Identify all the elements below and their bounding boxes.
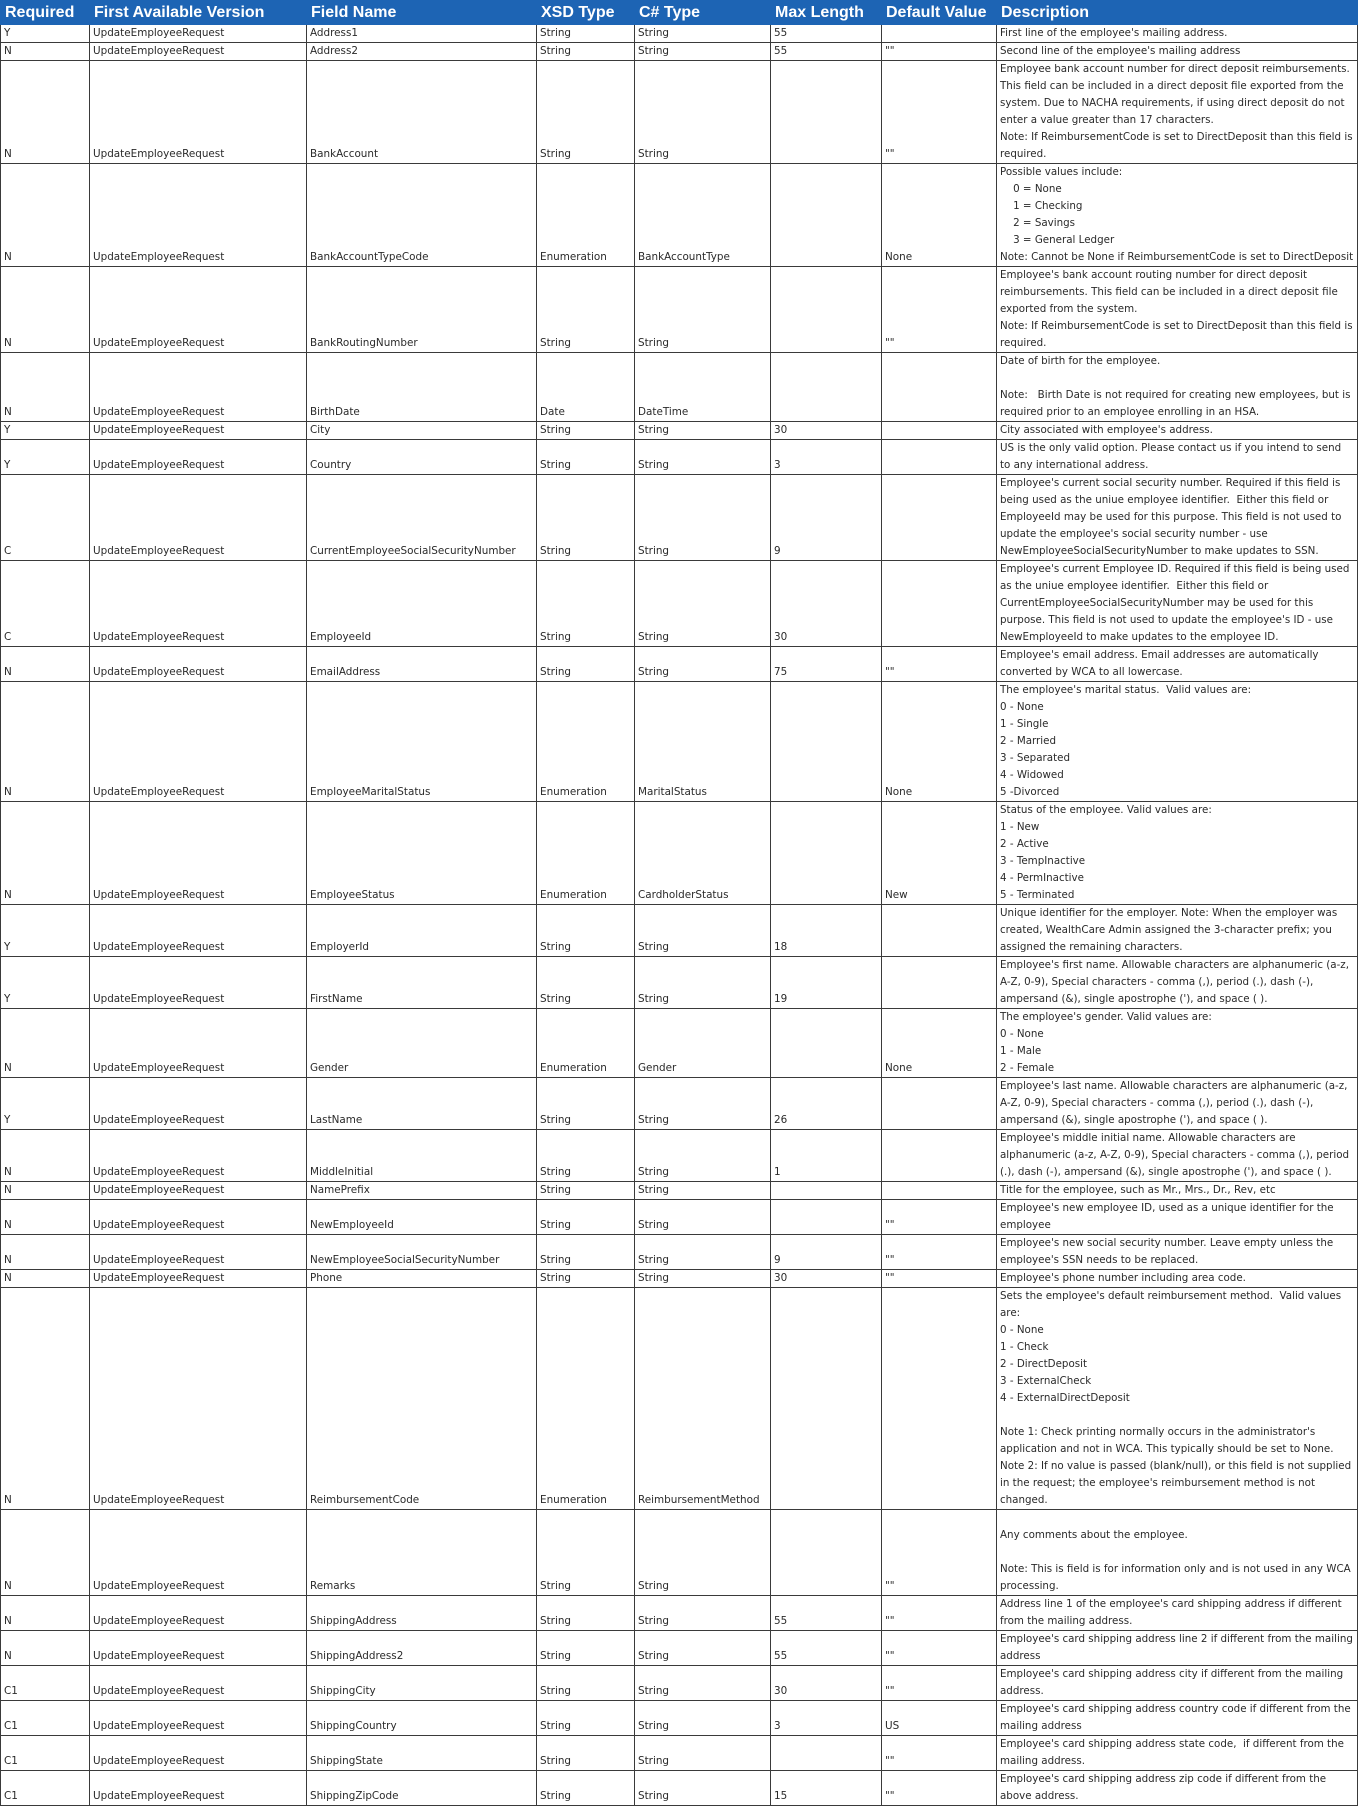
cell-default-value xyxy=(882,353,997,422)
cell-required: C xyxy=(1,561,90,647)
cell-first-available-version: UpdateEmployeeRequest xyxy=(90,353,307,422)
cell-max-length: 55 xyxy=(771,25,882,43)
cell-max-length: 15 xyxy=(771,1771,882,1806)
table-row xyxy=(1,957,1358,1009)
cell-description: Employee's card shipping address line 2 if different from the mailing address xyxy=(997,1631,1358,1666)
cell-description: Employee's card shipping address city if different from the mailing address. xyxy=(997,1666,1358,1701)
cell-field-name: NamePrefix xyxy=(307,1182,537,1200)
cell-default-value: None xyxy=(882,164,997,267)
cell-xsd-type: String xyxy=(537,1771,635,1806)
table-row xyxy=(1,1288,1358,1510)
table-row xyxy=(1,267,1358,353)
cell-description: Employee's new social security number. Leave empty unless the employee's SSN needs to be replaced. xyxy=(997,1235,1358,1270)
cell-required: N xyxy=(1,353,90,422)
cell-default-value xyxy=(882,1130,997,1182)
cell-required: C1 xyxy=(1,1736,90,1771)
cell-required: C1 xyxy=(1,1666,90,1701)
cell-field-name: Address2 xyxy=(307,43,537,61)
cell-description: Second line of the employee's mailing address xyxy=(997,43,1358,61)
header-field-name: Field Name xyxy=(307,1,537,25)
cell-csharp-type: String xyxy=(635,1701,771,1736)
cell-description: Employee's phone number including area code. xyxy=(997,1270,1358,1288)
cell-description: Employee's new employee ID, used as a unique identifier for the employee xyxy=(997,1200,1358,1235)
cell-xsd-type: String xyxy=(537,1666,635,1701)
cell-xsd-type: String xyxy=(537,1078,635,1130)
cell-description: The employee's gender. Valid values are: 0 - None 1 - Male 2 - Female xyxy=(997,1009,1358,1078)
cell-xsd-type: String xyxy=(537,1270,635,1288)
cell-first-available-version: UpdateEmployeeRequest xyxy=(90,1078,307,1130)
cell-field-name: ShippingCountry xyxy=(307,1701,537,1736)
table-header xyxy=(1,1,1358,25)
cell-max-length xyxy=(771,1510,882,1596)
cell-default-value: "" xyxy=(882,61,997,164)
cell-first-available-version: UpdateEmployeeRequest xyxy=(90,1288,307,1510)
table-row xyxy=(1,422,1358,440)
cell-xsd-type: String xyxy=(537,1200,635,1235)
table-row xyxy=(1,647,1358,682)
cell-first-available-version: UpdateEmployeeRequest xyxy=(90,1771,307,1806)
cell-csharp-type: String xyxy=(635,1631,771,1666)
cell-csharp-type: String xyxy=(635,1771,771,1806)
cell-required: N xyxy=(1,1130,90,1182)
cell-csharp-type: String xyxy=(635,1270,771,1288)
cell-max-length xyxy=(771,802,882,905)
cell-description: Title for the employee, such as Mr., Mrs., Dr., Rev, etc xyxy=(997,1182,1358,1200)
cell-description: Address line 1 of the employee's card shipping address if different from the mailing address. xyxy=(997,1596,1358,1631)
table-row xyxy=(1,1009,1358,1078)
cell-first-available-version: UpdateEmployeeRequest xyxy=(90,267,307,353)
cell-csharp-type: String xyxy=(635,43,771,61)
cell-description: Employee's current Employee ID. Required if this field is being used as the uniue employee identifier. Either this field or CurrentEmployeeSocialSecurityNumber may be used for this purpose. This field is not used to update the employee's ID - use NewEmployeeId to make updates to the employee ID. xyxy=(997,561,1358,647)
cell-xsd-type: String xyxy=(537,1701,635,1736)
cell-xsd-type: String xyxy=(537,267,635,353)
cell-max-length: 75 xyxy=(771,647,882,682)
cell-default-value: "" xyxy=(882,267,997,353)
cell-description: Employee's current social security number. Required if this field is being used as the uniue employee identifier. Either this field or EmployeeId may be used for this purpose. This field is not used to update the employee's social security number - use NewEmployeeSocialSecurityNumber to make updates to SSN. xyxy=(997,475,1358,561)
cell-required: N xyxy=(1,1596,90,1631)
cell-field-name: EmailAddress xyxy=(307,647,537,682)
cell-first-available-version: UpdateEmployeeRequest xyxy=(90,61,307,164)
cell-xsd-type: String xyxy=(537,1736,635,1771)
cell-first-available-version: UpdateEmployeeRequest xyxy=(90,1270,307,1288)
table-row xyxy=(1,1270,1358,1288)
cell-default-value xyxy=(882,905,997,957)
cell-max-length: 9 xyxy=(771,1235,882,1270)
cell-xsd-type: String xyxy=(537,1510,635,1596)
cell-field-name: ShippingState xyxy=(307,1736,537,1771)
table-row xyxy=(1,61,1358,164)
cell-xsd-type: String xyxy=(537,905,635,957)
cell-required: Y xyxy=(1,957,90,1009)
cell-csharp-type: String xyxy=(635,422,771,440)
table-row xyxy=(1,561,1358,647)
header-max-length: Max Length xyxy=(771,1,882,25)
table-row xyxy=(1,1510,1358,1596)
cell-csharp-type: String xyxy=(635,1666,771,1701)
cell-description: The employee's marital status. Valid values are: 0 - None 1 - Single 2 - Married 3 - Separated 4 - Widowed 5 -Divorced xyxy=(997,682,1358,802)
cell-xsd-type: String xyxy=(537,1182,635,1200)
cell-description: First line of the employee's mailing address. xyxy=(997,25,1358,43)
cell-xsd-type: Enumeration xyxy=(537,164,635,267)
header-required: Required xyxy=(1,1,90,25)
cell-field-name: MiddleInitial xyxy=(307,1130,537,1182)
cell-field-name: CurrentEmployeeSocialSecurityNumber xyxy=(307,475,537,561)
cell-default-value: "" xyxy=(882,1631,997,1666)
cell-description: Employee bank account number for direct deposit reimbursements. This field can be included in a direct deposit file exported from the system. Due to NACHA requirements, if using direct deposit do not enter a value greater than 17 characters. Note: If ReimbursementCode is set to DirectDeposit than this field is required. xyxy=(997,61,1358,164)
cell-max-length xyxy=(771,61,882,164)
cell-description: Employee's card shipping address state code, if different from the mailing address. xyxy=(997,1736,1358,1771)
cell-xsd-type: String xyxy=(537,1235,635,1270)
cell-field-name: Country xyxy=(307,440,537,475)
table-row xyxy=(1,905,1358,957)
cell-first-available-version: UpdateEmployeeRequest xyxy=(90,682,307,802)
table-row xyxy=(1,1701,1358,1736)
table-row xyxy=(1,475,1358,561)
cell-first-available-version: UpdateEmployeeRequest xyxy=(90,1736,307,1771)
cell-field-name: ShippingAddress2 xyxy=(307,1631,537,1666)
cell-xsd-type: String xyxy=(537,1631,635,1666)
cell-max-length xyxy=(771,1009,882,1078)
cell-first-available-version: UpdateEmployeeRequest xyxy=(90,1235,307,1270)
cell-description: Employee's email address. Email addresses are automatically converted by WCA to all lowercase. xyxy=(997,647,1358,682)
cell-max-length: 3 xyxy=(771,440,882,475)
table-row xyxy=(1,1182,1358,1200)
cell-first-available-version: UpdateEmployeeRequest xyxy=(90,802,307,905)
cell-max-length xyxy=(771,1200,882,1235)
cell-csharp-type: String xyxy=(635,1235,771,1270)
cell-description: Employee's card shipping address country code if different from the mailing address xyxy=(997,1701,1358,1736)
cell-xsd-type: Enumeration xyxy=(537,682,635,802)
cell-max-length: 55 xyxy=(771,1596,882,1631)
cell-required: Y xyxy=(1,1078,90,1130)
cell-first-available-version: UpdateEmployeeRequest xyxy=(90,905,307,957)
cell-csharp-type: DateTime xyxy=(635,353,771,422)
cell-default-value: "" xyxy=(882,1666,997,1701)
cell-field-name: EmployeeId xyxy=(307,561,537,647)
cell-first-available-version: UpdateEmployeeRequest xyxy=(90,561,307,647)
cell-max-length: 55 xyxy=(771,1631,882,1666)
cell-first-available-version: UpdateEmployeeRequest xyxy=(90,1200,307,1235)
cell-required: C xyxy=(1,475,90,561)
cell-max-length xyxy=(771,353,882,422)
cell-default-value xyxy=(882,957,997,1009)
table-row xyxy=(1,353,1358,422)
cell-max-length xyxy=(771,267,882,353)
table-row xyxy=(1,1235,1358,1270)
cell-csharp-type: BankAccountType xyxy=(635,164,771,267)
cell-xsd-type: String xyxy=(537,1596,635,1631)
cell-field-name: Address1 xyxy=(307,25,537,43)
cell-required: Y xyxy=(1,440,90,475)
cell-max-length: 30 xyxy=(771,561,882,647)
cell-xsd-type: Enumeration xyxy=(537,802,635,905)
cell-field-name: EmployerId xyxy=(307,905,537,957)
cell-max-length: 30 xyxy=(771,1270,882,1288)
cell-required: N xyxy=(1,1009,90,1078)
cell-csharp-type: String xyxy=(635,1510,771,1596)
cell-xsd-type: String xyxy=(537,440,635,475)
cell-default-value: "" xyxy=(882,647,997,682)
cell-csharp-type: String xyxy=(635,1078,771,1130)
cell-max-length xyxy=(771,1736,882,1771)
cell-max-length: 55 xyxy=(771,43,882,61)
cell-required: N xyxy=(1,1288,90,1510)
cell-default-value xyxy=(882,561,997,647)
cell-required: N xyxy=(1,647,90,682)
cell-description: Employee's last name. Allowable characters are alphanumeric (a-z, A-Z, 0-9), Special characters - comma (,), period (.), dash (-), ampersand (&), single apostrophe ('), and space ( ). xyxy=(997,1078,1358,1130)
table-row xyxy=(1,1130,1358,1182)
cell-required: N xyxy=(1,164,90,267)
cell-max-length: 9 xyxy=(771,475,882,561)
cell-first-available-version: UpdateEmployeeRequest xyxy=(90,1130,307,1182)
cell-default-value xyxy=(882,422,997,440)
cell-max-length: 30 xyxy=(771,1666,882,1701)
cell-first-available-version: UpdateEmployeeRequest xyxy=(90,1596,307,1631)
table-row xyxy=(1,1771,1358,1806)
header-default-value: Default Value xyxy=(882,1,997,25)
cell-first-available-version: UpdateEmployeeRequest xyxy=(90,1009,307,1078)
table-row xyxy=(1,25,1358,43)
cell-required: N xyxy=(1,267,90,353)
cell-csharp-type: String xyxy=(635,905,771,957)
cell-first-available-version: UpdateEmployeeRequest xyxy=(90,1182,307,1200)
cell-xsd-type: String xyxy=(537,25,635,43)
cell-csharp-type: String xyxy=(635,1130,771,1182)
cell-description: Unique identifier for the employer. Note: When the employer was created, WealthCare Admin assigned the 3-character prefix; you assigned the remaining characters. xyxy=(997,905,1358,957)
cell-field-name: BankAccountTypeCode xyxy=(307,164,537,267)
table-row xyxy=(1,1631,1358,1666)
cell-field-name: Remarks xyxy=(307,1510,537,1596)
table-row xyxy=(1,1078,1358,1130)
cell-csharp-type: CardholderStatus xyxy=(635,802,771,905)
cell-csharp-type: String xyxy=(635,61,771,164)
cell-default-value: "" xyxy=(882,1270,997,1288)
cell-first-available-version: UpdateEmployeeRequest xyxy=(90,957,307,1009)
cell-field-name: BankAccount xyxy=(307,61,537,164)
cell-csharp-type: ReimbursementMethod xyxy=(635,1288,771,1510)
cell-description: Employee's middle initial name. Allowable characters are alphanumeric (a-z, A-Z, 0-9), Special characters - comma (,), period (.), dash (-), ampersand (&), single apostrophe ('), and space ( ). xyxy=(997,1130,1358,1182)
cell-csharp-type: String xyxy=(635,267,771,353)
cell-description: Employee's card shipping address zip code if different from the above address. xyxy=(997,1771,1358,1806)
cell-csharp-type: Gender xyxy=(635,1009,771,1078)
cell-default-value xyxy=(882,440,997,475)
cell-default-value xyxy=(882,25,997,43)
cell-csharp-type: String xyxy=(635,561,771,647)
cell-xsd-type: String xyxy=(537,43,635,61)
cell-csharp-type: String xyxy=(635,440,771,475)
cell-field-name: ShippingCity xyxy=(307,1666,537,1701)
cell-default-value: "" xyxy=(882,1736,997,1771)
table-row xyxy=(1,1666,1358,1701)
cell-required: N xyxy=(1,1182,90,1200)
cell-first-available-version: UpdateEmployeeRequest xyxy=(90,164,307,267)
cell-xsd-type: String xyxy=(537,475,635,561)
cell-description: Sets the employee's default reimbursement method. Valid values are: 0 - None 1 - Check 2 - DirectDeposit 3 - ExternalCheck 4 - ExternalDirectDeposit Note 1: Check printing normally occurs in the administrator's application and not in WCA. This typically should be set to None. Note 2: If no value is passed (blank/null), or this field is not supplied in the request; the employee's reimbursement method is not changed. xyxy=(997,1288,1358,1510)
cell-max-length xyxy=(771,1182,882,1200)
cell-first-available-version: UpdateEmployeeRequest xyxy=(90,1666,307,1701)
table-row xyxy=(1,164,1358,267)
cell-csharp-type: MaritalStatus xyxy=(635,682,771,802)
cell-required: N xyxy=(1,1270,90,1288)
cell-default-value xyxy=(882,475,997,561)
cell-required: N xyxy=(1,1510,90,1596)
table-row xyxy=(1,1200,1358,1235)
header-row xyxy=(1,1,1358,25)
cell-required: N xyxy=(1,1235,90,1270)
cell-first-available-version: UpdateEmployeeRequest xyxy=(90,647,307,682)
cell-description: Date of birth for the employee. Note: Birth Date is not required for creating new employees, but is required prior to an employee enrolling in an HSA. xyxy=(997,353,1358,422)
cell-csharp-type: String xyxy=(635,25,771,43)
cell-default-value xyxy=(882,1288,997,1510)
cell-default-value: "" xyxy=(882,43,997,61)
cell-default-value: "" xyxy=(882,1510,997,1596)
header-description: Description xyxy=(997,1,1358,25)
cell-description: US is the only valid option. Please contact us if you intend to send to any international address. xyxy=(997,440,1358,475)
cell-default-value: US xyxy=(882,1701,997,1736)
cell-xsd-type: String xyxy=(537,1130,635,1182)
cell-first-available-version: UpdateEmployeeRequest xyxy=(90,1701,307,1736)
cell-field-name: City xyxy=(307,422,537,440)
cell-description: Status of the employee. Valid values are: 1 - New 2 - Active 3 - TempInactive 4 - PermInactive 5 - Terminated xyxy=(997,802,1358,905)
cell-xsd-type: Enumeration xyxy=(537,1009,635,1078)
table-body xyxy=(1,25,1358,1806)
cell-field-name: NewEmployeeId xyxy=(307,1200,537,1235)
cell-description: Any comments about the employee. Note: This is field is for information only and is not used in any WCA processing. xyxy=(997,1510,1358,1596)
cell-xsd-type: String xyxy=(537,561,635,647)
cell-required: Y xyxy=(1,422,90,440)
cell-required: Y xyxy=(1,25,90,43)
cell-default-value: New xyxy=(882,802,997,905)
cell-required: N xyxy=(1,682,90,802)
cell-field-name: BankRoutingNumber xyxy=(307,267,537,353)
header-xsd-type: XSD Type xyxy=(537,1,635,25)
cell-default-value: None xyxy=(882,682,997,802)
cell-field-name: ShippingAddress xyxy=(307,1596,537,1631)
cell-description: Possible values include: 0 = None 1 = Checking 2 = Savings 3 = General Ledger Note: Cannot be None if ReimbursementCode is set to DirectDeposit xyxy=(997,164,1358,267)
cell-xsd-type: Date xyxy=(537,353,635,422)
cell-csharp-type: String xyxy=(635,1596,771,1631)
cell-csharp-type: String xyxy=(635,1736,771,1771)
cell-max-length xyxy=(771,164,882,267)
cell-default-value: "" xyxy=(882,1771,997,1806)
table-row xyxy=(1,802,1358,905)
cell-xsd-type: String xyxy=(537,647,635,682)
cell-first-available-version: UpdateEmployeeRequest xyxy=(90,440,307,475)
cell-field-name: LastName xyxy=(307,1078,537,1130)
cell-xsd-type: Enumeration xyxy=(537,1288,635,1510)
cell-max-length: 3 xyxy=(771,1701,882,1736)
cell-csharp-type: String xyxy=(635,475,771,561)
cell-xsd-type: String xyxy=(537,957,635,1009)
cell-field-name: FirstName xyxy=(307,957,537,1009)
cell-field-name: Phone xyxy=(307,1270,537,1288)
cell-description: Employee's first name. Allowable characters are alphanumeric (a-z, A-Z, 0-9), Special characters - comma (,), period (.), dash (-), ampersand (&), single apostrophe ('), and space ( ). xyxy=(997,957,1358,1009)
table-row xyxy=(1,43,1358,61)
cell-default-value: "" xyxy=(882,1235,997,1270)
cell-default-value: "" xyxy=(882,1200,997,1235)
cell-field-name: ShippingZipCode xyxy=(307,1771,537,1806)
cell-max-length: 18 xyxy=(771,905,882,957)
cell-default-value: None xyxy=(882,1009,997,1078)
cell-default-value: "" xyxy=(882,1596,997,1631)
cell-xsd-type: String xyxy=(537,422,635,440)
cell-required: Y xyxy=(1,905,90,957)
cell-max-length: 1 xyxy=(771,1130,882,1182)
cell-field-name: Gender xyxy=(307,1009,537,1078)
cell-csharp-type: String xyxy=(635,1200,771,1235)
cell-max-length: 19 xyxy=(771,957,882,1009)
table-row xyxy=(1,1596,1358,1631)
cell-required: N xyxy=(1,61,90,164)
header-csharp-type: C# Type xyxy=(635,1,771,25)
header-first-available-version: First Available Version xyxy=(90,1,307,25)
cell-max-length xyxy=(771,682,882,802)
cell-field-name: NewEmployeeSocialSecurityNumber xyxy=(307,1235,537,1270)
cell-default-value xyxy=(882,1182,997,1200)
cell-first-available-version: UpdateEmployeeRequest xyxy=(90,1631,307,1666)
cell-csharp-type: String xyxy=(635,1182,771,1200)
cell-field-name: EmployeeMaritalStatus xyxy=(307,682,537,802)
cell-field-name: BirthDate xyxy=(307,353,537,422)
cell-required: N xyxy=(1,802,90,905)
cell-first-available-version: UpdateEmployeeRequest xyxy=(90,1510,307,1596)
cell-required: C1 xyxy=(1,1771,90,1806)
cell-first-available-version: UpdateEmployeeRequest xyxy=(90,422,307,440)
table-row xyxy=(1,1736,1358,1771)
cell-description: City associated with employee's address. xyxy=(997,422,1358,440)
cell-csharp-type: String xyxy=(635,647,771,682)
cell-first-available-version: UpdateEmployeeRequest xyxy=(90,475,307,561)
cell-first-available-version: UpdateEmployeeRequest xyxy=(90,25,307,43)
cell-description: Employee's bank account routing number for direct deposit reimbursements. This field can be included in a direct deposit file exported from the system. Note: If ReimbursementCode is set to DirectDeposit than this field is required. xyxy=(997,267,1358,353)
cell-required: N xyxy=(1,1200,90,1235)
table-row xyxy=(1,440,1358,475)
cell-csharp-type: String xyxy=(635,957,771,1009)
cell-max-length xyxy=(771,1288,882,1510)
cell-required: C1 xyxy=(1,1701,90,1736)
cell-first-available-version: UpdateEmployeeRequest xyxy=(90,43,307,61)
table-row xyxy=(1,682,1358,802)
cell-xsd-type: String xyxy=(537,61,635,164)
cell-field-name: EmployeeStatus xyxy=(307,802,537,905)
cell-max-length: 30 xyxy=(771,422,882,440)
cell-required: N xyxy=(1,1631,90,1666)
cell-default-value xyxy=(882,1078,997,1130)
cell-max-length: 26 xyxy=(771,1078,882,1130)
cell-field-name: ReimbursementCode xyxy=(307,1288,537,1510)
cell-required: N xyxy=(1,43,90,61)
